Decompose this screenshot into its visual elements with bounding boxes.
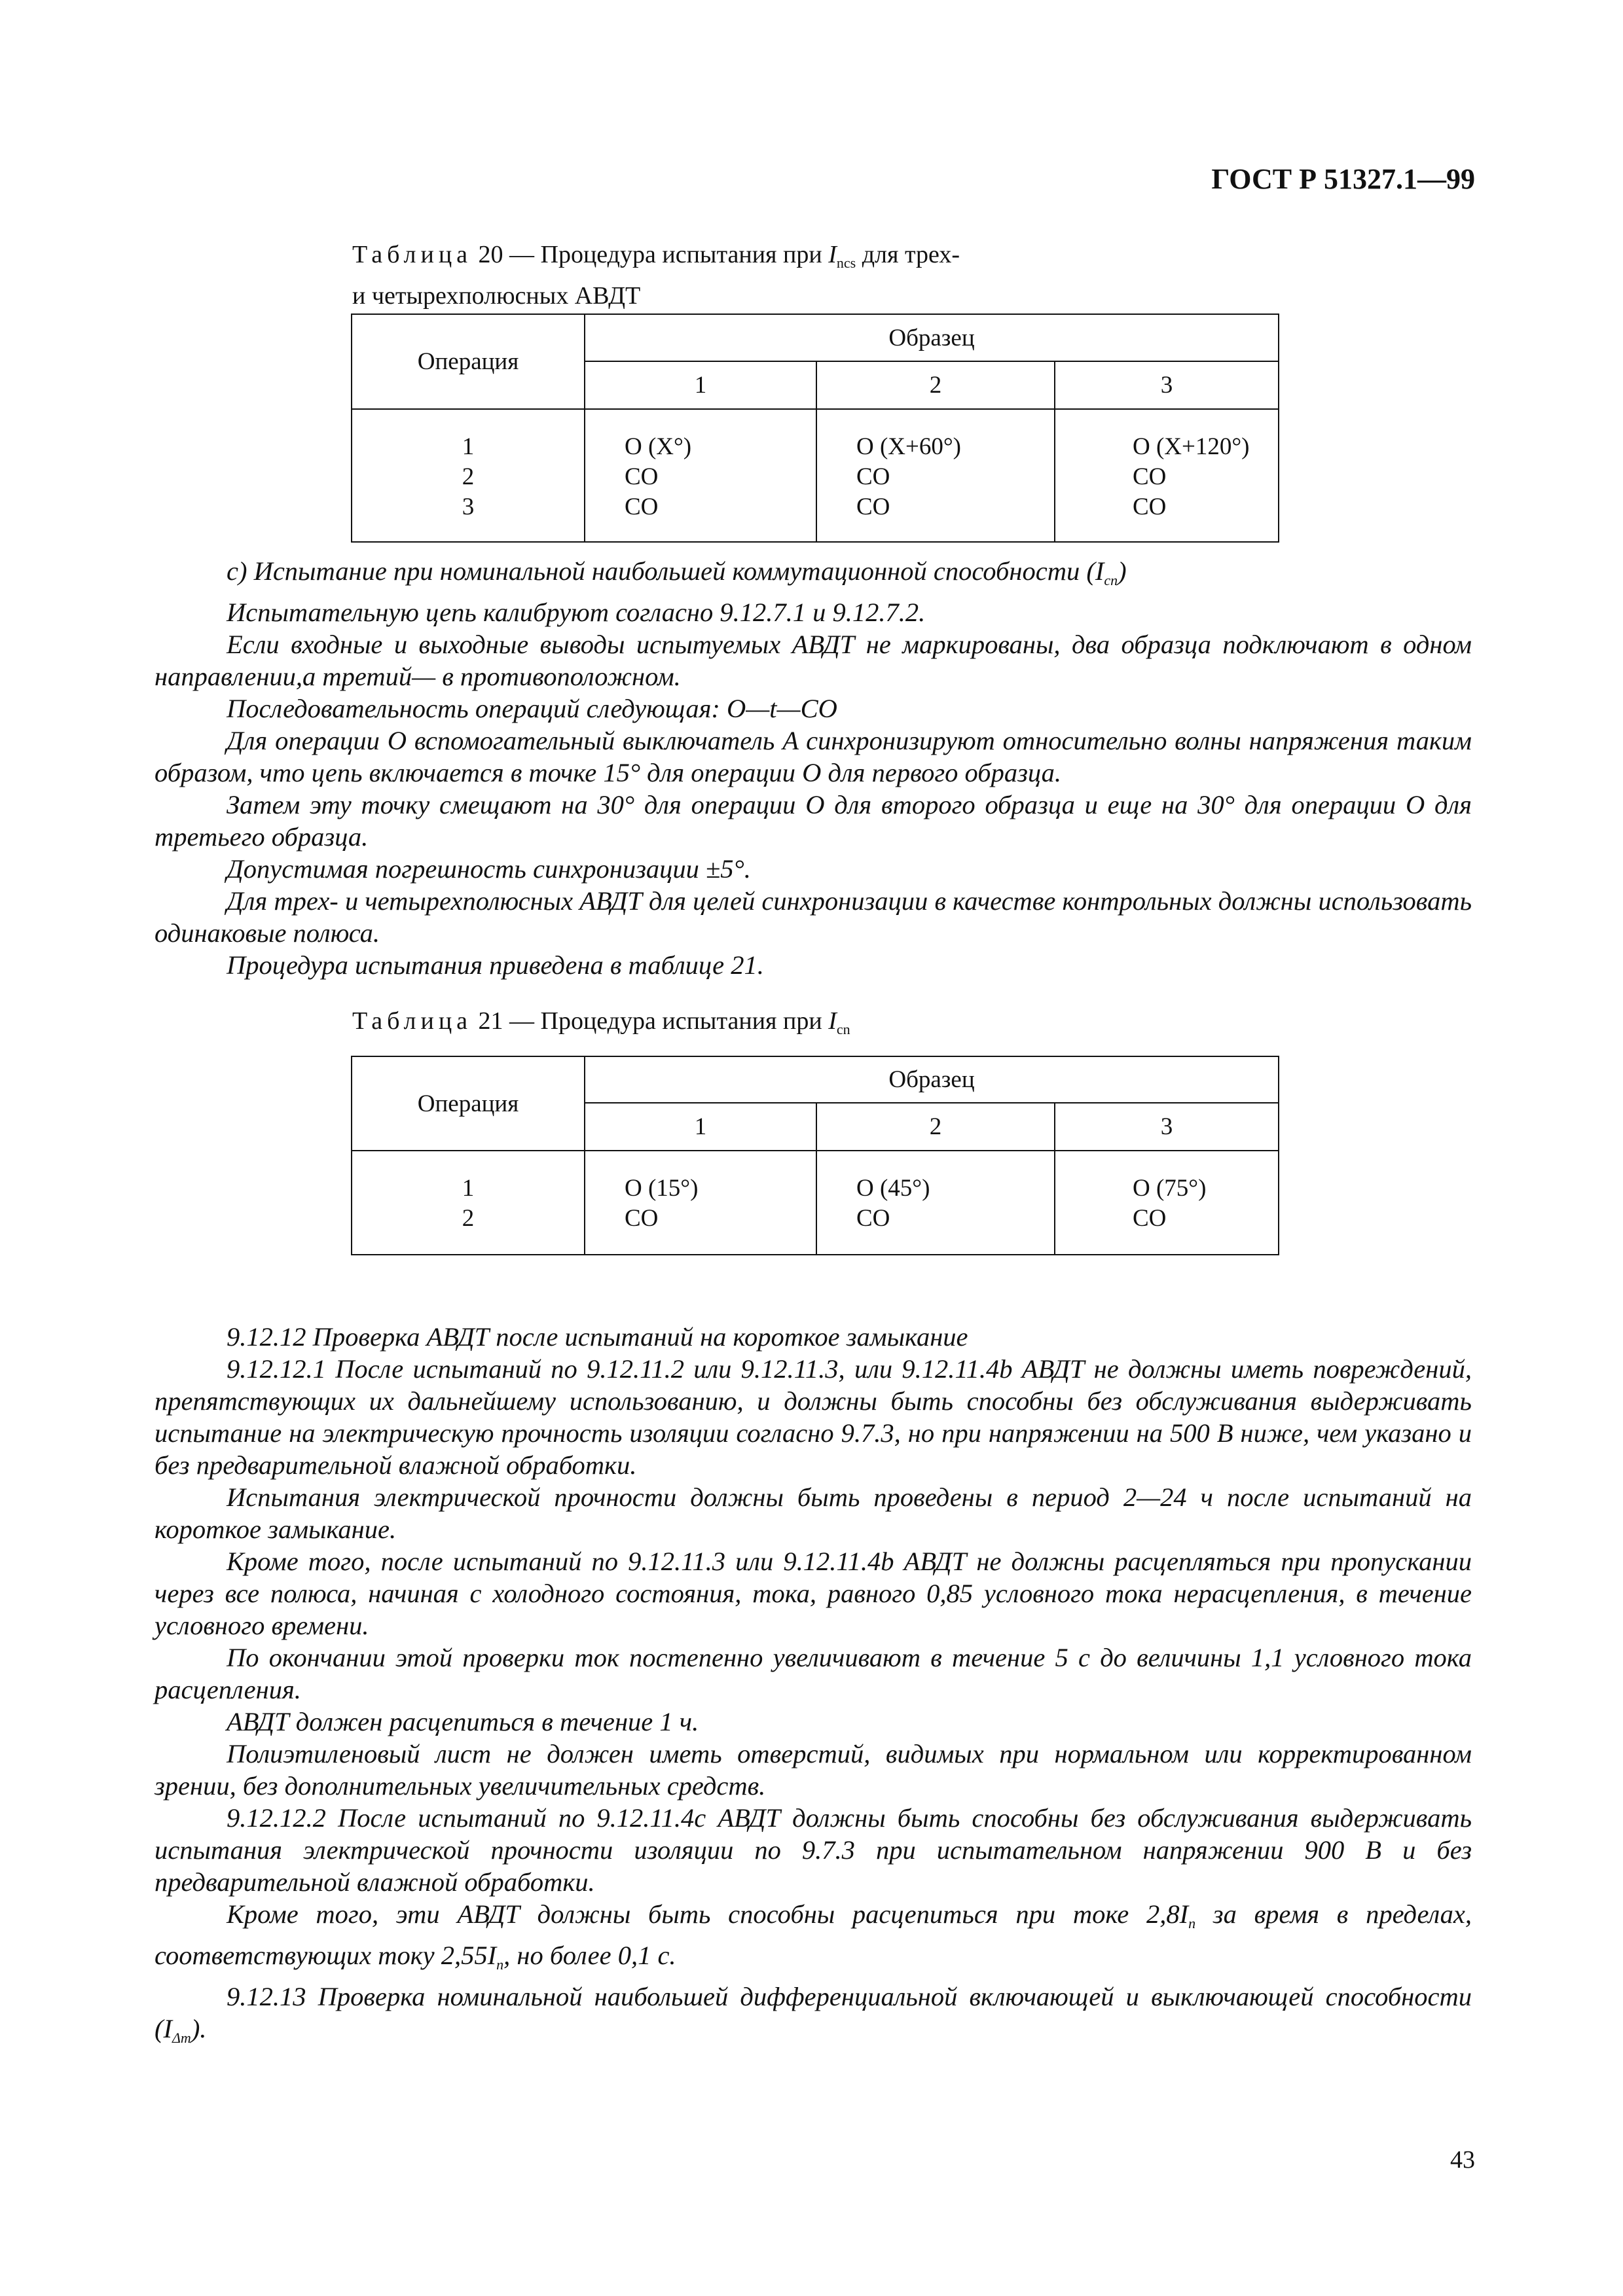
table-20-ops: [352, 409, 585, 542]
table-21-cell-1-text: О (15°) CO: [625, 1175, 699, 1232]
section-c-para-4: Для операции O вспомогательный выключатель A синхронизируют относительно волны напряжения таким образом, что цепь включается в точке 15° для операции O для первого образца.: [155, 726, 1472, 787]
table-21-caption-text: 21 — Процедура испытания при: [478, 1007, 829, 1035]
table-20: [351, 314, 1279, 543]
section-9-12-12-para-4: По окончании этой проверки ток постепенно увеличивают в течение 5 с до величины 1,1 условного тока расцепления.: [155, 1643, 1472, 1704]
table-20-sample-1: 1: [585, 361, 816, 409]
section-c: [155, 555, 1472, 981]
section-c-para-7: Для трех- и четырехполюсных АВДТ для целей синхронизации в качестве контрольных должны использовать одинаковые полюса.: [155, 886, 1472, 948]
table-21-cell-3: [1055, 1151, 1279, 1255]
table-21-cell-2: [816, 1151, 1055, 1255]
trip-sub-2: n: [496, 1956, 504, 1973]
section-9-12-12: [155, 1321, 1472, 2054]
table-20-caption-line2: и четырехполюсных АВДТ: [352, 282, 641, 310]
table-21-header-operation: Операция: [352, 1056, 585, 1151]
section-9-12-12-title: 9.12.12 Проверка АВДТ после испытаний на короткое замыкание: [227, 1322, 968, 1352]
section-c-para-8: Процедура испытания приведена в таблице 21.: [227, 950, 764, 980]
table-21-caption-symbol: I: [828, 1007, 837, 1035]
table-21-ops: [352, 1151, 585, 1255]
section-9-12-12-para-6: Полиэтиленовый лист не должен иметь отверстий, видимых при нормальном или корректированном зрении, без дополнительных увеличительных средств.: [155, 1739, 1472, 1801]
page-number: 43: [1450, 2146, 1475, 2174]
table-20-cell-1-text: О (X°) CO CO: [625, 433, 692, 520]
table-21-ops-text: 1 2: [462, 1175, 475, 1232]
table-20-cell-2-text: О (X+60°) CO CO: [856, 433, 961, 520]
section-c-para-6: Допустимая погрешность синхронизации ±5°.: [227, 854, 751, 884]
table-21-cell-1: [585, 1151, 816, 1255]
table-21-sample-1: 1: [585, 1103, 816, 1151]
table-20-caption-text: 20 — Процедура испытания при: [478, 241, 829, 268]
table-20-sample-3: 3: [1055, 361, 1279, 409]
table-20-header-sample: Образец: [585, 314, 1279, 361]
table-21-header-sample: Образец: [585, 1056, 1279, 1103]
table-20-caption-tail: для трех-: [856, 241, 960, 268]
section-9-12-12-para-2: Испытания электрической прочности должны быть проведены в период 2—24 ч после испытаний на короткое замыкание.: [155, 1482, 1472, 1544]
section-9-12-12-2: 9.12.12.2 После испытаний по 9.12.11.4c АВДТ должны быть способны без обслуживания выдерживать испытания электрической прочности изоляции по 9.7.3 при испытательном напряжении 900 В и без предварительной влажной обработки.: [155, 1803, 1472, 1897]
table-20-ops-text: 1 2 3: [462, 433, 475, 520]
trip-text-pre: Кроме того, эти АВДТ должны быть способны расцепиться при токе 2,8: [227, 1899, 1180, 1929]
table-21-cell-3-text: О (75°) CO: [1133, 1175, 1207, 1232]
section-c-title: [155, 555, 1472, 596]
section-c-para-3: Последовательность операций следующая: O—t—CO: [227, 694, 837, 723]
section-9-12-13-close: ).: [191, 2014, 207, 2043]
trip-text-mid: за время в пределах, соответствующих току 2,55: [155, 1899, 1472, 1970]
section-c-title-sub: cn: [1104, 572, 1118, 588]
section-9-12-12-1: 9.12.12.1 После испытаний по 9.12.11.2 или 9.12.11.3, или 9.12.11.4b АВДТ не должны иметь повреждений, препятствующих их дальнейшему использованию, и должны быть способны без обслуживания выдерживать испытание на электрическую прочность изоляции согласно 9.7.3, но при напряжении на 500 В ниже, чем указано и без предварительной влажной обработки.: [155, 1354, 1472, 1480]
section-9-12-13-symbol: I: [163, 2014, 172, 2043]
section-9-12-12-para-5: АВДТ должен расцепиться в течение 1 ч.: [227, 1707, 699, 1736]
table-20-cell-3-text: О (X+120°) CO CO: [1133, 433, 1250, 520]
table-20-caption-sub: ncs: [836, 255, 856, 271]
section-c-para-5: Затем эту точку смещают на 30° для операции O для второго образца и еще на 30° для операции O для третьего образца.: [155, 790, 1472, 852]
section-9-12-13-text: 9.12.13 Проверка номинальной наибольшей дифференциальной включающей и выключающей способности (: [155, 1982, 1472, 2043]
table-20-caption-word: Таблица: [352, 241, 473, 268]
section-c-title-text: c) Испытание при номинальной наибольшей коммутационной способности (: [227, 556, 1095, 586]
section-9-12-13: [155, 1981, 1472, 2054]
table-20-cell-3: [1055, 409, 1279, 542]
trip-text-post: , но более 0,1 с.: [503, 1941, 676, 1970]
section-9-12-12-para-3: Кроме того, после испытаний по 9.12.11.3 или 9.12.11.4b АВДТ не должны расцепляться при пропускании через все полюса, начиная с холодного состояния, тока, равного 0,85 условного тока нерасцепления, в течение условного времени.: [155, 1547, 1472, 1640]
table-21-caption-word: Таблица: [352, 1007, 473, 1035]
trip-symbol-1: I: [1179, 1899, 1189, 1929]
table-21-cell-2-text: О (45°) CO: [856, 1175, 930, 1232]
table-21-sample-3: 3: [1055, 1103, 1279, 1151]
table-20-caption: [352, 238, 1125, 312]
table-21-caption-sub: cn: [836, 1021, 850, 1037]
trip-sub-1: n: [1188, 1915, 1196, 1931]
table-20-sample-2: 2: [816, 361, 1055, 409]
table-20-header-operation: Операция: [352, 314, 585, 409]
table-21: [351, 1056, 1279, 1255]
section-c-para-1: Испытательную цепь калибруют согласно 9.12.7.1 и 9.12.7.2.: [227, 598, 926, 627]
section-c-para-2: Если входные и выходные выводы испытуемых АВДТ не маркированы, два образца подключают в одном направлении,а третий— в противоположном.: [155, 630, 1472, 691]
table-21-caption: [352, 1005, 1125, 1046]
trip-symbol-2: I: [487, 1941, 497, 1970]
section-c-title-close: ): [1118, 556, 1127, 586]
section-9-12-13-sub: Δm: [172, 2030, 191, 2046]
document-header: ГОСТ Р 51327.1—99: [1211, 163, 1475, 195]
table-20-caption-symbol: I: [828, 241, 837, 268]
table-21-sample-2: 2: [816, 1103, 1055, 1151]
table-20-cell-1: [585, 409, 816, 542]
section-c-title-symbol: I: [1095, 556, 1104, 586]
section-9-12-12-trip: [155, 1898, 1472, 1981]
table-20-cell-2: [816, 409, 1055, 542]
